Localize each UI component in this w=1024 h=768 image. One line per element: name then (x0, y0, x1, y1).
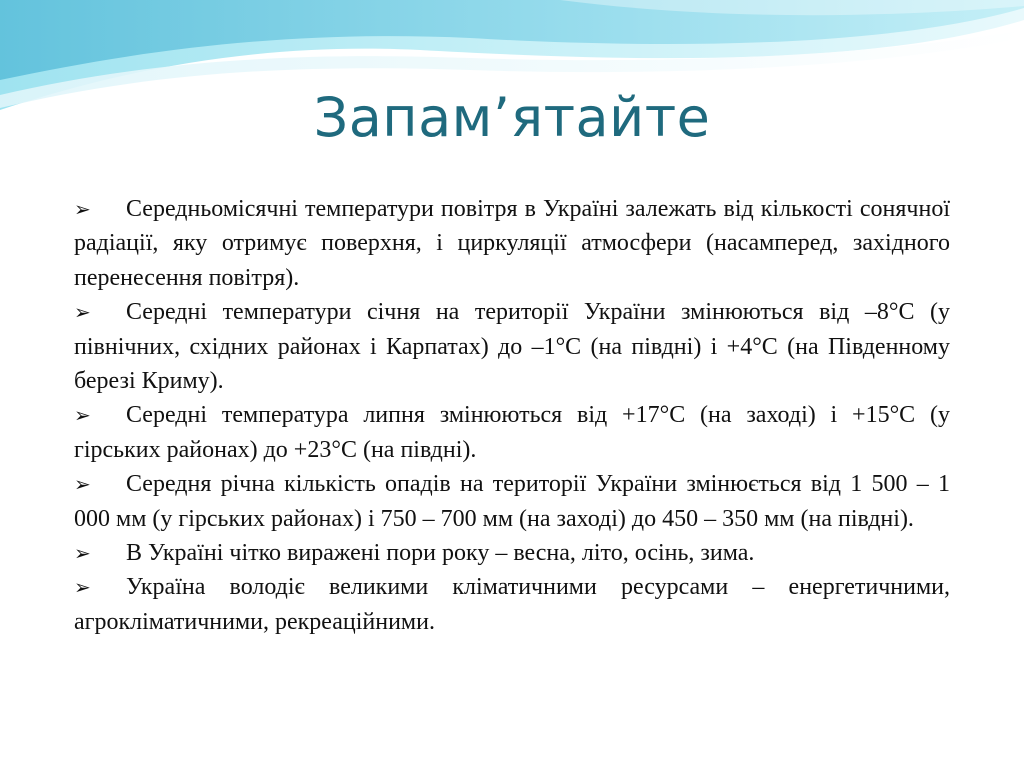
bullet-text: В Україні чітко виражені пори року – весна, літо, осінь, зима. (126, 540, 755, 567)
bullet-item (74, 295, 950, 398)
arrow-bullet-icon: ➢ (74, 541, 91, 566)
bullet-item (74, 570, 950, 639)
bullet-text: Середня річна кількість опадів на території України змінюється від 1 500 – 1 000 мм (у гірських районах) і 750 – 700 мм (на заході) до 450 – 350 мм (на півдні). (74, 471, 950, 532)
arrow-bullet-icon: ➢ (74, 300, 91, 325)
bullet-text: Середньомісячні температури повітря в Україні залежать від кількості сонячної радіації, яку отримує поверхня, і циркуляції атмосфери (насамперед, західного перенесення повітря). (74, 196, 950, 291)
arrow-bullet-icon: ➢ (74, 472, 91, 497)
arrow-bullet-icon: ➢ (74, 403, 91, 428)
bullet-list (74, 192, 950, 639)
bullet-item (74, 398, 950, 467)
arrow-bullet-icon: ➢ (74, 575, 91, 600)
arrow-bullet-icon: ➢ (74, 197, 91, 221)
bullet-item (74, 467, 950, 536)
bullet-text: Середні температури січня на території України змінюються від –8°С (у північних, східних районах і Карпатах) до –1°С (на півдні) і +4°С (на Південному березі Криму). (74, 299, 950, 395)
bullet-text: Середні температура липня змінюються від +17°С (на заході) і +15°С (у гірських районах) до +23°С (на півдні). (74, 402, 950, 463)
bullet-text: Україна володіє великими кліматичними ресурсами – енергетичними, агрокліматичними, рекреаційними. (74, 574, 950, 635)
bullet-item (74, 192, 950, 295)
slide-title: Запам’ятайте (313, 86, 711, 149)
bullet-item (74, 536, 950, 570)
